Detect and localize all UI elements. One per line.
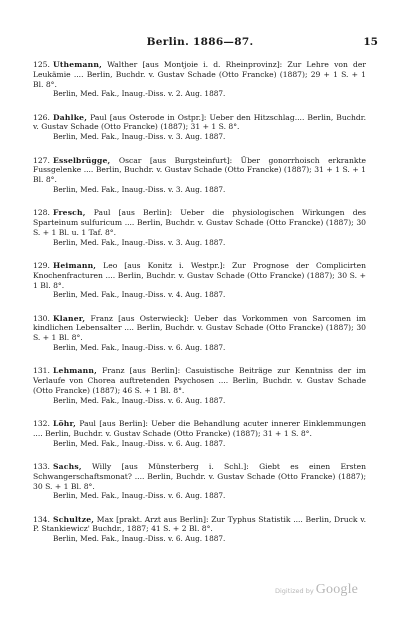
author-surname: Fresch, — [53, 208, 86, 218]
entry-body — [33, 515, 366, 535]
entry-number: 129. — [33, 260, 50, 270]
entry-body — [33, 261, 366, 290]
entry-text: Paul [aus Berlin]: Ueber die Behandlung acuter innerer Einklemmungen .... Berlin, Buchdr. v. Gustav Schade (Otto Francke) (1887); 31 + 1 S. 8°. — [33, 419, 366, 438]
entry-list — [33, 60, 366, 557]
thesis-note: Berlin, Med. Fak., Inaug.-Diss. v. 2. Aug. 1887. — [53, 89, 226, 99]
entry-body — [33, 419, 366, 439]
bibliography-entry — [33, 156, 366, 195]
author-surname: Lehmann, — [53, 366, 97, 376]
entry-text: Franz [aus Berlin]: Casuistische Beiträge zur Kenntniss der im Verlaufe von Chorea auftretenden Psychosen .... Berlin, Buchdr. v. Gustav Schade (Otto Francke) (1887); 46 S. + 1 Bl. 8°. — [33, 366, 366, 395]
entry-body — [33, 366, 366, 395]
thesis-note: Berlin, Med. Fak., Inaug.-Diss. v. 3. Aug. 1887. — [53, 237, 226, 247]
thesis-note: Berlin, Med. Fak., Inaug.-Diss. v. 6. Aug. 1887. — [53, 343, 226, 353]
google-logo: Google — [315, 582, 359, 597]
entry-text: Max [prakt. Arzt aus Berlin]: Zur Typhus Statistik .... Berlin, Druck v. P. Stankiewicz' Buchdr., 1887; 41 S. + 2 Bl. 8°. — [33, 514, 366, 534]
bibliography-entry — [33, 113, 366, 142]
entry-number: 126. — [33, 112, 50, 122]
entry-text: Leo [aus Konitz i. Westpr.]: Zur Prognose der Complicirten Knochenfracturen .... Berlin, Buchdr. v. Gustav Schade (Otto Francke) (1887); 30 S. + 1 Bl. 8°. — [33, 260, 366, 290]
bibliography-entry — [33, 60, 366, 99]
entry-body — [33, 314, 366, 343]
bibliography-entry — [33, 208, 366, 247]
entry-number: 130. — [33, 313, 50, 323]
entry-number: 134. — [33, 514, 50, 524]
entry-body — [33, 113, 366, 133]
entry-text: Paul [aus Osterode in Ostpr.]: Ueber den Hitzschlag.... Berlin, Buchdr. v. Gustav Schade (Otto Francke) (1887); 31 + 1 S. 8°. — [33, 112, 366, 132]
digitized-watermark — [275, 582, 358, 598]
author-surname: Sachs, — [53, 461, 82, 471]
thesis-note: Berlin, Med. Fak., Inaug.-Diss. v. 4. Aug. 1887. — [53, 290, 226, 300]
entry-text: Franz [aus Osterwieck]: Ueber das Vorkommen von Sarcomen im kindlichen Lebensalter .... Berlin, Buchdr. v. Gustav Schade (Otto Francke) (1887); 30 S. + 1 Bl. 8°. — [33, 313, 366, 343]
page-number: 15 — [363, 36, 378, 48]
entry-body — [33, 60, 366, 89]
entry-text: Paul [aus Berlin]: Ueber die physiologischen Wirkungen des Sparteinum sulfuricum .... Berlin, Buchdr. v. Gustav Schade (Otto Francke) (1887); 30 S. + 1 Bl. u. 1 Taf. 8°. — [33, 208, 366, 237]
entry-body — [33, 208, 366, 237]
entry-text: Oscar [aus Burgsteinfurt]: Über gonorrhoisch erkrankte Fussgelenke .... Berlin, Buchdr. v. Gustav Schade (Otto Francke) (1887); 31 + 1 S. + 1 Bl. 8°. — [33, 155, 366, 185]
author-surname: Esselbrügge, — [53, 155, 111, 165]
thesis-note: Berlin, Med. Fak., Inaug.-Diss. v. 6. Aug. 1887. — [53, 395, 226, 405]
watermark-prefix: Digitized by — [275, 587, 314, 595]
author-surname: Schultze, — [53, 514, 95, 524]
bibliography-entry — [33, 515, 366, 544]
bibliography-entry — [33, 419, 366, 448]
author-surname: Uthemann, — [53, 60, 102, 69]
page-header — [0, 36, 400, 50]
entry-number: 127. — [33, 155, 50, 165]
entry-number: 133. — [33, 461, 50, 471]
thesis-note: Berlin, Med. Fak., Inaug.-Diss. v. 6. Aug. 1887. — [53, 491, 226, 501]
page-title: Berlin. 1886—87. — [146, 36, 254, 48]
thesis-note: Berlin, Med. Fak., Inaug.-Diss. v. 3. Aug. 1887. — [53, 132, 226, 142]
thesis-note: Berlin, Med. Fak., Inaug.-Diss. v. 3. Aug. 1887. — [53, 184, 226, 194]
author-surname: Dahlke, — [53, 112, 88, 122]
entry-text: Willy [aus Münsterberg i. Schl.]: Giebt es einen Ersten Schwangerschaftsmonat? .... Berlin, Buchdr. v. Gustav Schade (Otto Francke) (1887); 30 S. + 1 Bl. 8°. — [33, 461, 366, 491]
author-surname: Heimann, — [53, 260, 97, 270]
bibliography-entry — [33, 314, 366, 353]
bibliography-entry — [33, 261, 366, 300]
thesis-note: Berlin, Med. Fak., Inaug.-Diss. v. 6. Aug. 1887. — [53, 534, 226, 544]
entry-number: 132. — [33, 419, 50, 429]
entry-number: 131. — [33, 366, 50, 376]
entry-text: Walther [aus Montjoie i. d. Rheinprovinz]: Zur Lehre von der Leukämie .... Berlin, Buchdr. v. Gustav Schade (Otto Francke) (1887); 29 + 1 S. + 1 Bl. 8°. — [33, 60, 366, 89]
entry-body — [33, 156, 366, 185]
author-surname: Löhr, — [53, 419, 77, 429]
bibliography-entry — [33, 366, 366, 405]
entry-number: 128. — [33, 208, 50, 218]
entry-body — [33, 462, 366, 491]
entry-number: 125. — [33, 60, 50, 69]
author-surname: Klaner, — [53, 313, 86, 323]
bibliography-entry — [33, 462, 366, 501]
thesis-note: Berlin, Med. Fak., Inaug.-Diss. v. 6. Aug. 1887. — [53, 438, 226, 448]
